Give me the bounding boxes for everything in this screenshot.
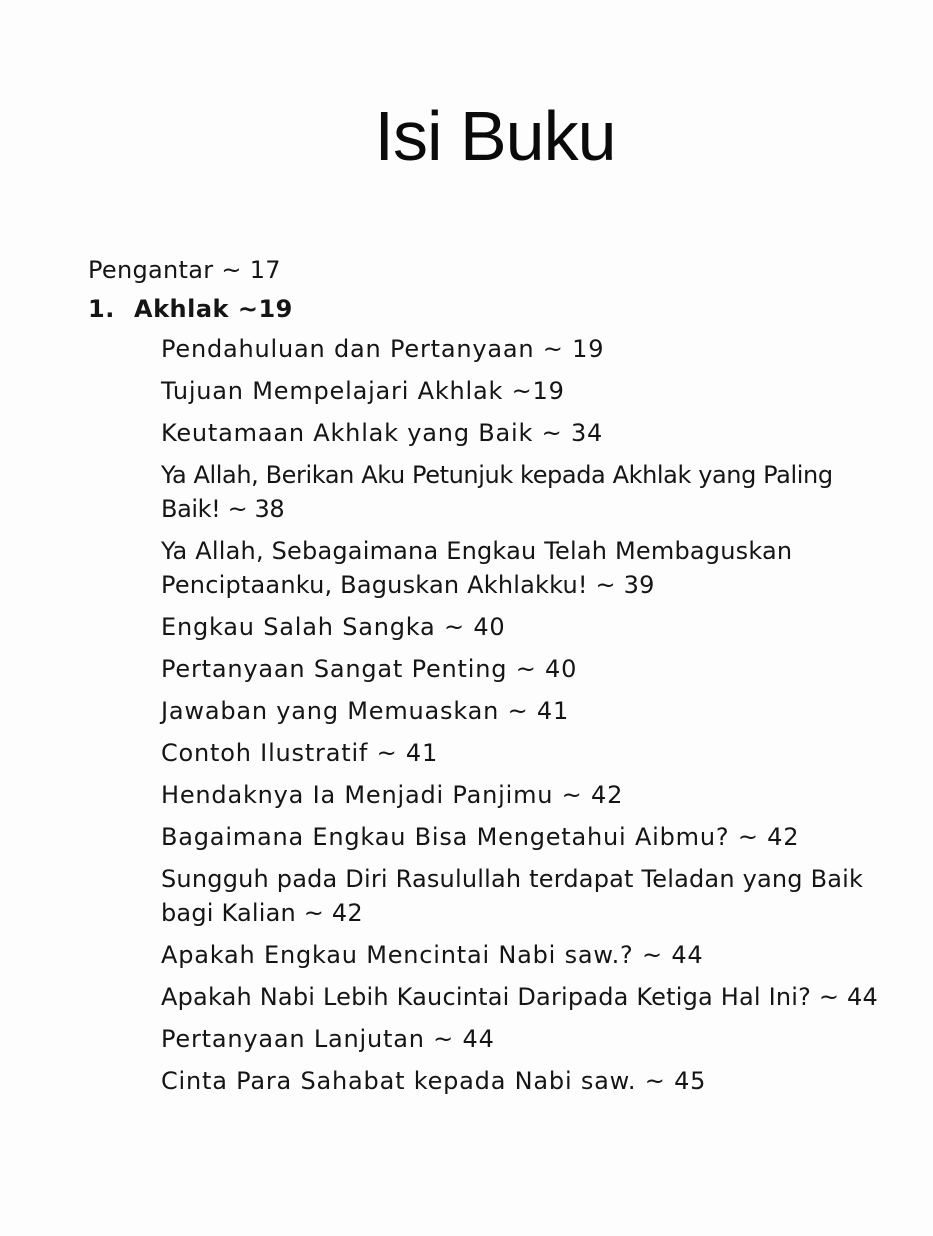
toc-entry: Tujuan Mempelajari Akhlak ~19: [161, 377, 565, 405]
toc-entry-list: [88, 332, 898, 1098]
toc-entry: Ya Allah, Berikan Aku Petunjuk kepada Akhlak yang Paling Baik! ~ 38: [161, 461, 833, 523]
chapter-label: Akhlak ~19: [134, 295, 293, 323]
toc-entry: Cinta Para Sahabat kepada Nabi saw. ~ 45: [161, 1067, 707, 1095]
toc-entry: Bagaimana Engkau Bisa Mengetahui Aibmu? ~ 42: [161, 823, 800, 851]
chapter-number: 1.: [88, 295, 115, 323]
toc-entry: Hendaknya Ia Menjadi Panjimu ~ 42: [161, 781, 624, 809]
toc-entry: Keutamaan Akhlak yang Baik ~ 34: [161, 419, 604, 447]
toc-entry: Pendahuluan dan Pertanyaan ~ 19: [161, 335, 605, 363]
toc-entry: Ya Allah, Sebagaimana Engkau Telah Membaguskan Penciptaanku, Baguskan Akhlakku! ~ 39: [161, 537, 793, 599]
toc-entry: Sungguh pada Diri Rasulullah terdapat Teladan yang Baik bagi Kalian ~ 42: [161, 865, 864, 927]
toc-chapter-heading: [88, 290, 898, 332]
toc-entry: Apakah Nabi Lebih Kaucintai Daripada Ketiga Hal Ini? ~ 44: [161, 983, 878, 1011]
toc-entry: Pertanyaan Sangat Penting ~ 40: [161, 655, 578, 683]
page-title: Isi Buku: [374, 97, 616, 175]
toc-entry: Pertanyaan Lanjutan ~ 44: [161, 1025, 495, 1053]
toc-entry-intro: Pengantar ~ 17: [88, 256, 281, 284]
table-of-contents: [88, 250, 898, 1106]
toc-entry: Jawaban yang Memuaskan ~ 41: [161, 697, 570, 725]
toc-entry: Contoh Ilustratif ~ 41: [161, 739, 439, 767]
toc-entry: Engkau Salah Sangka ~ 40: [161, 613, 506, 641]
toc-entry: Apakah Engkau Mencintai Nabi saw.? ~ 44: [161, 941, 704, 969]
